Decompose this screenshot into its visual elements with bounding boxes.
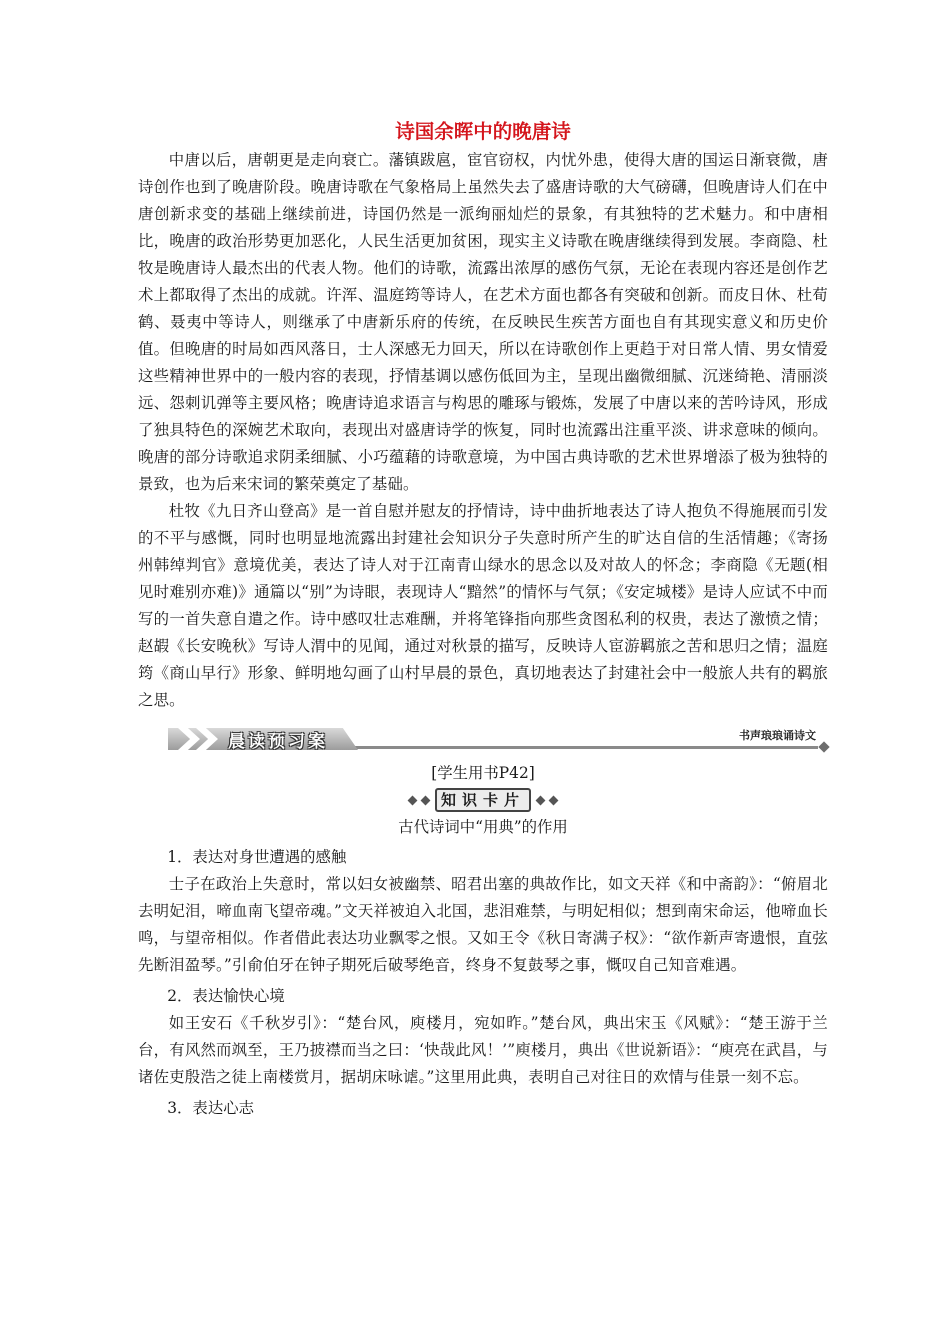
document-page <box>138 118 828 1122</box>
knowledge-card-heading <box>138 786 828 814</box>
item-heading: 2．表达愉快心境 <box>167 987 285 1005</box>
item-heading: 1．表达对身世遭遇的感触 <box>167 848 347 866</box>
banner-left-label: 晨读预习案 <box>228 732 328 752</box>
intro-paragraph: 中唐以后，唐朝更是走向衰亡。藩镇跋扈，宦官窃权，内忧外患，使得大唐的国运日渐衰微，唐诗创作也到了晚唐阶段。晚唐诗歌在气象格局上虽然失去了盛唐诗歌的大气磅礴，但晚唐诗人们在中唐创新求变的基础上继续前进，诗国仍然是一派绚丽灿烂的景象，有其独特的艺术魅力。和中唐相比，晚唐的政治形势更加恶化，人民生活更加贫困，现实主义诗歌在晚唐继续得到发展。李商隐、杜牧是晚唐诗人最杰出的代表人物。他们的诗歌，流露出浓厚的感伤气氛，无论在表现内容还是创作艺术上都取得了杰出的成就。许浑、温庭筠等诗人，在艺术方面也都各有突破和创新。而皮日休、杜荀鹤、聂夷中等诗人，则继承了中唐新乐府的传统，在反映民生疾苦方面也自有其现实意义和历史价值。但晚唐的时局如西风落日，士人深感无力回天，所以在诗歌创作上更趋于对日常人情、男女情爱这些精神世界中的一般内容的表现，抒情基调以感伤低回为主，呈现出幽微细腻、沉迷绮艳、清丽淡远、怨刺讥弹等主要风格；晚唐诗追求语言与构思的雕琢与锻炼，发展了中唐以来的苦吟诗风，形成了独具特色的深婉艺术取向，表现出对盛唐诗学的恢复，同时也流露出注重平淡、讲求意味的倾向。晚唐的部分诗歌追求阴柔细腻、小巧蕴藉的诗歌意境，为中国古典诗歌的艺术世界增添了极为独特的景致，也为后来宋词的繁荣奠定了基础。 <box>138 151 828 493</box>
item-body: 士子在政治上失意时，常以妇女被幽禁、昭君出塞的典故作比，如文天祥《和中斋韵》：“俯眉北去明妃泪，啼血南飞望帝魂。”文天祥被迫入北国，悲泪难禁，与明妃相似；想到南宋命运，他啼血长鸣，与望帝相似。作者借此表达功业飘零之恨。又如王令《秋日寄满子权》：“欲作新声寄遗恨，直弦先断泪盈琴。”引俞伯牙在钟子期死后破琴绝音，终身不复鼓琴之事，慨叹自己知音难遇。 <box>138 875 828 974</box>
diamond-icon <box>818 741 829 752</box>
diamond-icon <box>549 795 559 805</box>
page-reference: [学生用书P42] <box>431 764 535 782</box>
diamond-icon <box>536 795 546 805</box>
diamond-icon <box>421 795 431 805</box>
article-title: 诗国余晖中的晚唐诗 <box>395 120 571 143</box>
knowledge-card-label: 知识卡片 <box>435 788 531 812</box>
intro-paragraph: 杜牧《九日齐山登高》是一首自慰并慰友的抒情诗，诗中曲折地表达了诗人抱负不得施展而引发的不平与感慨，同时也明显地流露出封建社会知识分子失意时所产生的旷达自信的生活情趣；《寄扬州韩绰判官》意境优美，表达了诗人对于江南青山绿水的思念以及对故人的怀念；李商隐《无题(相见时难别亦难)》通篇以“别”为诗眼，表现诗人“黯然”的情怀与气氛；《安定城楼》是诗人应试不中而写的一首失意自遣之作。诗中感叹壮志难酬，并将笔锋指向那些贪图私利的权贵，表达了激愤之情；赵嘏《长安晚秋》写诗人渭中的见闻，通过对秋景的描写，反映诗人宦游羁旅之苦和思归之情；温庭筠《商山早行》形象、鲜明地勾画了山村早晨的景色，真切地表达了封建社会中一般旅人共有的羁旅之思。 <box>138 502 828 709</box>
item-heading: 3．表达心志 <box>167 1099 254 1117</box>
banner-right-label: 书声琅琅诵诗文 <box>739 729 816 742</box>
section-banner <box>168 724 828 754</box>
diamond-icon <box>408 795 418 805</box>
item-body: 如王安石《千秋岁引》：“楚台风，庾楼月，宛如昨。”楚台风，典出宋玉《风赋》：“楚王游于兰台，有风然而飒至，王乃披襟而当之曰：‘快哉此风！’”庾楼月，典出《世说新语》：“庾亮在武昌，与诸佐吏殷浩之徒上南楼赏月，据胡床咏谑。”这里用此典，表明自己对往日的欢情与佳景一刻不忘。 <box>138 1014 828 1086</box>
section-title: 古代诗词中“用典”的作用 <box>398 818 568 836</box>
